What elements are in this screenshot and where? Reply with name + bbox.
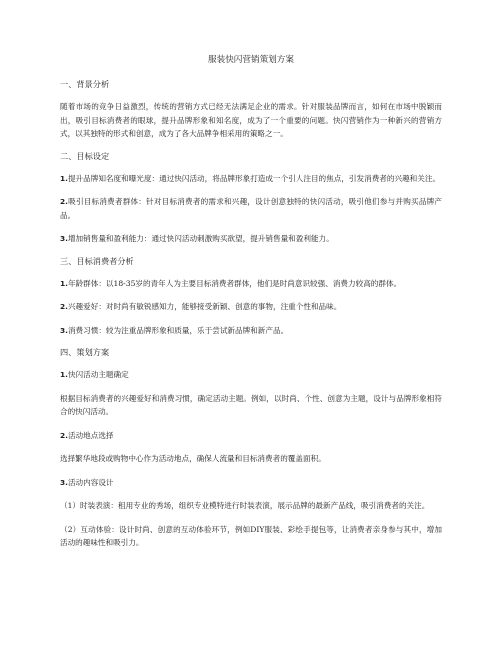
paragraph-background: 随着市场的竞争日益激烈，传统的营销方式已经无法满足企业的需求。针对服装品牌而言，如何在市场中脱颖而出，吸引目标消费者的眼球，提升品牌形象和知名度，成为了一个重要的问题。快闪营销作为一种新兴的营销方式，以其独特的形式和创意，成为了各大品牌争相采用的策略之一。 — [60, 102, 442, 138]
item-text: 兴趣爱好：对时尚有敏锐感知力，能够接受新颖、创意的事物，注重个性和品味。 — [67, 302, 342, 311]
item-text: 活动地点选择 — [67, 430, 114, 440]
paragraph-interactive: （2）互动体验：设计时尚、创意的互动体验环节，例如DIY服装、彩绘手提包等，让消费者亲身参与其中，增加活动的趣味性和吸引力。 — [60, 524, 442, 547]
item-number: 1. — [60, 278, 68, 288]
item-text: 提升品牌知名度和曝光度：通过快闪活动，将品牌形象打造成一个引人注目的焦点，引发消费者的兴趣和关注。 — [67, 173, 441, 183]
section-heading-background: 一、背景分析 — [60, 79, 110, 89]
document-title: 服装快闪营销策划方案 — [208, 55, 294, 65]
section-heading-consumers: 三、目标消费者分析 — [60, 255, 134, 266]
item-number: 3. — [60, 477, 68, 487]
item-text: 消费习惯：较为注重品牌形象和质量，乐于尝试新品牌和新产品。 — [67, 325, 289, 335]
item-text: 增加销售量和盈利能力：通过快闪活动刺激购买欲望，提升销售量和盈利能力。 — [67, 234, 334, 243]
item-text: 年龄群体：以18-35岁的青年人为主要目标消费者群体，他们是时尚意识较强、消费力较高的群体。 — [67, 278, 402, 288]
item-text: 吸引目标消费者群体：针对目标消费者的需求和兴趣，设计创意独特的快闪活动，吸引他们参与并购买品牌产品。 — [60, 197, 442, 220]
item-number: 1. — [60, 370, 68, 379]
goal-item-2 — [60, 195, 442, 222]
paragraph-theme: 根据目标消费者的兴趣爱好和消费习惯，确定活动主题。例如，以时尚、个性、创意为主题，设计与品牌形象相符合的快闪活动。 — [60, 393, 442, 416]
item-text: 快闪活动主题确定 — [67, 370, 129, 379]
plan-item-1 — [60, 368, 442, 382]
item-number: 2. — [60, 430, 68, 440]
section-heading-goals: 二、目标设定 — [60, 150, 110, 161]
item-number: 2. — [60, 302, 68, 311]
consumer-item-1 — [60, 277, 442, 291]
plan-item-2 — [60, 429, 442, 443]
section-heading-plan: 四、策划方案 — [60, 347, 110, 357]
paragraph-fashion-show: （1）时装表演：租用专业的秀场，组织专业模特进行时装表演，展示品牌的最新产品线，吸引消费者的关注。 — [60, 501, 430, 510]
paragraph-venue: 选择繁华地段或购物中心作为活动地点，确保人流量和目标消费者的覆盖面积。 — [60, 454, 326, 463]
item-number: 3. — [60, 325, 68, 335]
consumer-item-3 — [60, 324, 442, 338]
goal-item-1 — [60, 172, 442, 186]
consumer-item-2 — [60, 300, 442, 314]
item-text: 活动内容设计 — [67, 477, 114, 487]
item-number: 1. — [60, 173, 68, 183]
item-number: 3. — [60, 234, 68, 243]
item-number: 2. — [60, 197, 68, 206]
plan-item-3 — [60, 476, 442, 490]
goal-item-3 — [60, 232, 442, 246]
